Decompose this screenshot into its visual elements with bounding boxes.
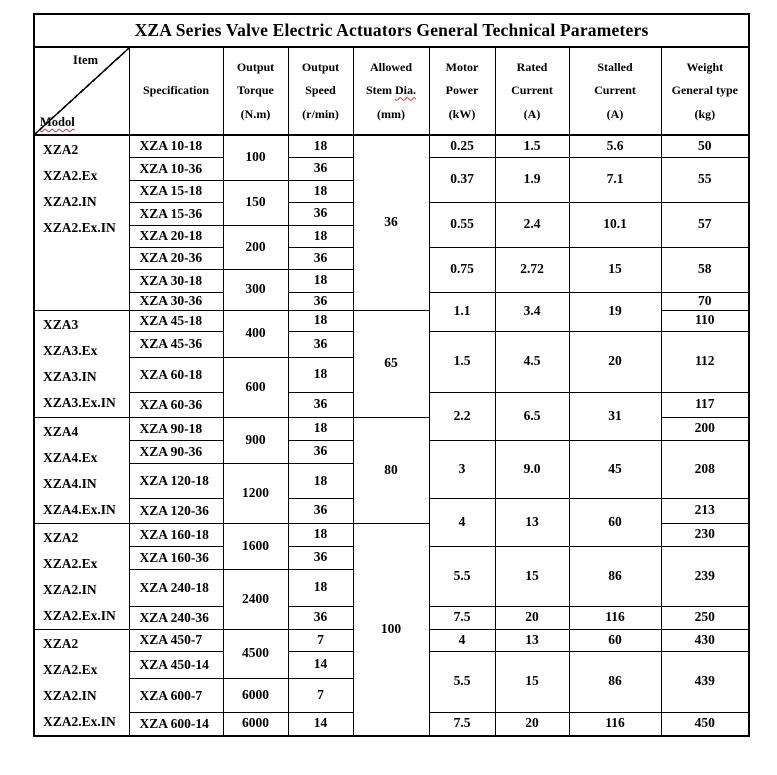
model-line: XZA2 [43,529,79,545]
output-speed-cell: 18 [288,135,353,157]
allowed-stem-dia-cell: 80 [353,417,429,523]
model-line: XZA2.Ex.IN [43,220,116,235]
specification-cell: XZA 60-36 [129,392,223,417]
model-line: XZA2.IN [43,687,97,703]
header-line: Output [236,59,275,74]
motor-power-cell: 5.5 [429,546,495,606]
stalled-current-cell: 7.1 [569,157,661,202]
specification-cell: XZA 60-18 [129,357,223,392]
weight-cell: 58 [661,247,749,292]
output-torque-cell: 400 [223,310,288,357]
output-torque-cell: 150 [223,180,288,225]
stalled-current-cell: 15 [569,247,661,292]
weight-cell: 250 [661,606,749,629]
allowed-stem-dia-cell: 36 [353,135,429,310]
weight-cell: 439 [661,651,749,713]
output-torque-cell: 1200 [223,464,288,523]
weight-cell: 208 [661,440,749,498]
weight-cell: 450 [661,713,749,736]
model-line: XZA2.Ex [43,661,98,677]
output-speed-cell: 36 [288,440,353,464]
technical-parameters-table [33,13,750,737]
weight-cell: 70 [661,292,749,310]
rated-current-cell: 3.4 [495,292,569,331]
rated-current-cell: 20 [495,713,569,736]
header-line: Current [594,83,636,98]
column-header-weight [661,47,749,135]
motor-power-cell: 4 [429,498,495,546]
header-line: (A) [606,106,624,121]
stalled-current-cell: 31 [569,392,661,440]
header-line: (A) [523,106,541,121]
corner-header-cell [34,47,129,135]
stalled-current-cell: 86 [569,546,661,606]
header-line: Torque [237,83,274,98]
rated-current-cell: 1.5 [495,135,569,157]
weight-cell: 200 [661,417,749,440]
header-line: (r/min) [302,106,339,121]
model-line: XZA4.Ex [43,449,98,465]
stalled-current-cell: 10.1 [569,202,661,247]
specification-cell: XZA 120-36 [129,498,223,523]
output-speed-cell: 36 [288,331,353,357]
motor-power-cell: 1.1 [429,292,495,331]
stalled-current-cell: 116 [569,606,661,629]
header-line: Stem Dia. [366,83,416,98]
allowed-stem-dia-cell: 100 [353,523,429,736]
stalled-current-cell: 86 [569,651,661,713]
specification-cell: XZA 45-18 [129,310,223,331]
column-header-output-speed [288,47,353,135]
header-line: (N.m) [240,106,271,121]
specification-cell: XZA 120-18 [129,464,223,499]
output-speed-cell: 36 [288,498,353,523]
specification-cell: XZA 600-14 [129,713,223,736]
model-cell [34,417,129,523]
output-speed-cell: 7 [288,629,353,651]
model-line: XZA3.Ex [43,342,98,358]
output-torque-cell: 2400 [223,569,288,629]
rated-current-cell: 1.9 [495,157,569,202]
output-speed-cell: 18 [288,464,353,499]
data-row-1 [34,135,749,157]
stalled-current-cell: 60 [569,498,661,546]
weight-cell: 117 [661,392,749,417]
specification-cell: XZA 20-18 [129,225,223,247]
model-line: XZA2.Ex [43,168,98,183]
header-line: Weight [686,59,724,74]
motor-power-cell: 3 [429,440,495,498]
rated-current-cell: 20 [495,606,569,629]
rated-current-cell: 13 [495,629,569,651]
column-header-stalled-current [569,47,661,135]
model-line: XZA2.IN [43,581,97,597]
weight-cell: 50 [661,135,749,157]
model-line: XZA2 [43,142,79,157]
output-speed-cell: 18 [288,310,353,331]
output-torque-cell: 200 [223,225,288,269]
rated-current-cell: 2.4 [495,202,569,247]
model-line: XZA4.IN [43,475,97,491]
header-line: Speed [305,83,336,98]
model-line: XZA3 [43,316,79,332]
rated-current-cell: 9.0 [495,440,569,498]
stalled-current-cell: 5.6 [569,135,661,157]
model-line: XZA4 [43,423,79,439]
specification-cell: XZA 30-18 [129,269,223,292]
motor-power-cell: 4 [429,629,495,651]
corner-model-label: Modol [40,115,75,129]
specification-cell: XZA 600-7 [129,679,223,713]
output-speed-cell: 36 [288,247,353,269]
header-line: Rated [516,59,548,74]
header-line: (kg) [694,106,716,121]
model-line: XZA3.IN [43,368,97,384]
header-row [34,47,749,135]
rated-current-cell: 15 [495,546,569,606]
output-speed-cell: 7 [288,679,353,713]
specification-cell: XZA 30-36 [129,292,223,310]
stalled-current-cell: 19 [569,292,661,331]
model-cell [34,310,129,417]
rated-current-cell: 15 [495,651,569,713]
motor-power-cell: 5.5 [429,651,495,713]
motor-power-cell: 0.75 [429,247,495,292]
specification-cell: XZA 160-18 [129,523,223,546]
rated-current-cell: 4.5 [495,331,569,392]
misspelled-word: Dia. [395,83,416,98]
model-line: XZA2.IN [43,194,97,209]
motor-power-cell: 0.25 [429,135,495,157]
specification-cell: XZA 240-36 [129,606,223,629]
output-torque-cell: 6000 [223,713,288,736]
output-speed-cell: 36 [288,546,353,569]
header-line: Power [445,83,479,98]
weight-cell: 57 [661,202,749,247]
column-header-rated-current [495,47,569,135]
stalled-current-cell: 116 [569,713,661,736]
model-line: XZA2.Ex [43,555,98,571]
output-speed-cell: 18 [288,180,353,202]
output-speed-cell: 36 [288,292,353,310]
table-body [34,135,749,736]
weight-cell: 112 [661,331,749,392]
output-speed-cell: 18 [288,357,353,392]
motor-power-cell: 7.5 [429,713,495,736]
specification-cell: XZA 90-36 [129,440,223,464]
column-header-output-torque [223,47,288,135]
output-torque-cell: 4500 [223,629,288,679]
motor-power-cell: 7.5 [429,606,495,629]
model-cell [34,135,129,310]
output-speed-cell: 36 [288,157,353,180]
weight-cell: 213 [661,498,749,523]
motor-power-cell: 1.5 [429,331,495,392]
motor-power-cell: 2.2 [429,392,495,440]
output-torque-cell: 1600 [223,523,288,569]
header-line: (mm) [377,106,405,121]
motor-power-cell: 0.55 [429,202,495,247]
specification-cell: XZA 45-36 [129,331,223,357]
model-line: XZA2.Ex.IN [43,607,116,623]
model-line: XZA3.Ex.IN [43,394,116,410]
output-speed-cell: 18 [288,523,353,546]
specification-cell: XZA 160-36 [129,546,223,569]
rated-current-cell: 2.72 [495,247,569,292]
weight-cell: 430 [661,629,749,651]
output-speed-cell: 18 [288,417,353,440]
output-speed-cell: 14 [288,651,353,679]
output-speed-cell: 36 [288,606,353,629]
allowed-stem-dia-cell: 65 [353,310,429,417]
weight-cell: 55 [661,157,749,202]
model-line: XZA2.Ex.IN [43,713,116,729]
title-row [34,14,749,47]
header-line: Output [301,59,340,74]
header-line: Stalled [597,59,633,74]
rated-current-cell: 6.5 [495,392,569,440]
specification-cell: XZA 240-18 [129,569,223,606]
output-torque-cell: 300 [223,269,288,310]
table-title: XZA Series Valve Electric Actuators General Technical Parameters [34,14,749,47]
weight-cell: 230 [661,523,749,546]
header-line: Allowed [370,59,412,74]
specification-cell: XZA 10-36 [129,157,223,180]
header-line: General type [671,83,738,98]
output-speed-cell: 14 [288,713,353,736]
output-torque-cell: 600 [223,357,288,417]
output-speed-cell: 36 [288,202,353,225]
stalled-current-cell: 60 [569,629,661,651]
output-speed-cell: 18 [288,269,353,292]
specification-cell: XZA 450-7 [129,629,223,651]
header-line: Specification [143,83,209,98]
header-line: (kW) [448,106,476,121]
specification-cell: XZA 450-14 [129,651,223,679]
output-speed-cell: 36 [288,392,353,417]
model-line: XZA2 [43,635,79,651]
column-header-motor-power [429,47,495,135]
column-header-specification [129,47,223,135]
output-speed-cell: 18 [288,225,353,247]
specification-cell: XZA 10-18 [129,135,223,157]
model-line: XZA4.Ex.IN [43,501,116,517]
header-line: Motor [445,59,479,74]
specification-cell: XZA 20-36 [129,247,223,269]
output-torque-cell: 900 [223,417,288,464]
weight-cell: 110 [661,310,749,331]
output-torque-cell: 6000 [223,679,288,713]
stalled-current-cell: 45 [569,440,661,498]
rated-current-cell: 13 [495,498,569,546]
corner-item-label: Item [73,53,98,67]
specification-cell: XZA 15-18 [129,180,223,202]
header-line: Current [511,83,553,98]
model-cell [34,629,129,736]
output-speed-cell: 18 [288,569,353,606]
specification-cell: XZA 90-18 [129,417,223,440]
motor-power-cell: 0.37 [429,157,495,202]
specification-cell: XZA 15-36 [129,202,223,225]
model-cell [34,523,129,629]
output-torque-cell: 100 [223,135,288,180]
stalled-current-cell: 20 [569,331,661,392]
column-header-allowed-stem-dia [353,47,429,135]
weight-cell: 239 [661,546,749,606]
